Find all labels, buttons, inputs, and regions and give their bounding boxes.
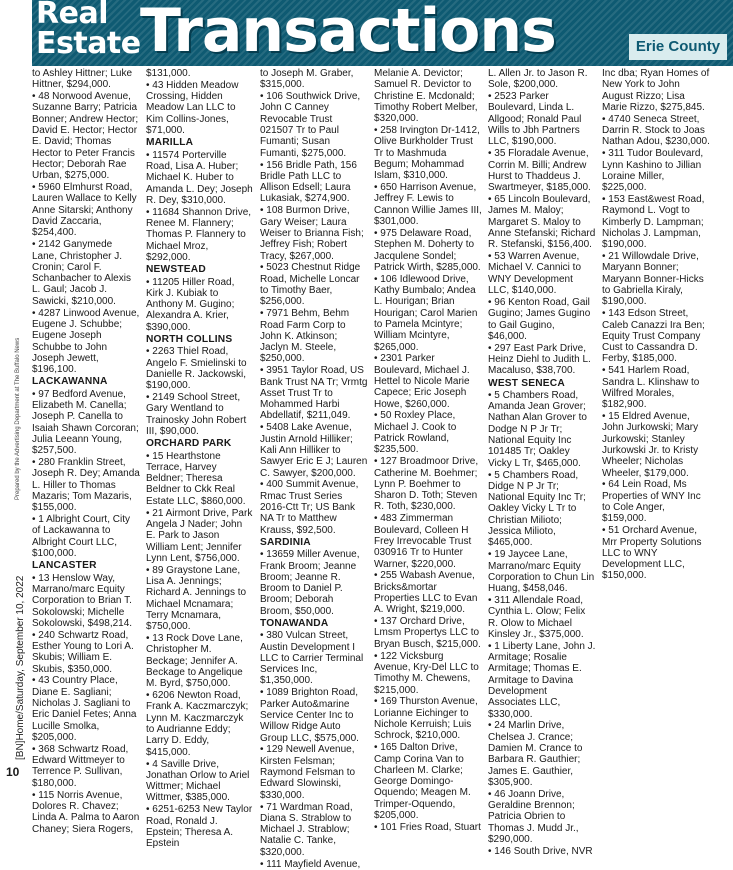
listing-entry: L. Allen Jr. to Jason R. Sole, $200,000. xyxy=(488,68,588,91)
listing-entry: Melanie A. Devictor; Samuel R. Devictor to Christine E. Mcdonald; Timothy Robert Melber, $320,000. xyxy=(374,68,478,125)
listing-entry: • 24 Marlin Drive, Chelsea J. Crance; Damien M. Crance to Barbara R. Gauthier; James E. Gauthier, $305,900. xyxy=(488,720,583,788)
listing-entry: • 64 Lein Road, Ms Properties of WNY Inc to Cole Anger, $159,000. xyxy=(602,479,701,525)
listing-entry: • 21 Airmont Drive, Park Angela J Nader; John E. Park to Jason William Lent; Jennifer Lynn Lent, $756,000. xyxy=(146,507,253,564)
listing-entry: • 2142 Ganymede Lane, Christopher J. Cronin; Carol F. Schanbacher to Alexis L. Gaul; Jacob J. Sawicki, $210,000. xyxy=(32,239,131,307)
listing-entry: • 5023 Chestnut Ridge Road, Michelle Loncar to Timothy Baer, $256,000. xyxy=(260,262,361,308)
listing-entry: • 21 Willowdale Drive, Maryann Bonner; Maryann Bonner-Hicks to Gabriella Kiraly, $190,000. xyxy=(602,251,704,308)
listing-entry: • 2523 Parker Boulevard, Linda L. Allgood; Ronald Paul Wills to Jbh Partners LLC, $190,000. xyxy=(488,91,582,148)
listing-entry: • 65 Lincoln Boulevard, James M. Maloy; Margaret S. Maloy to Anne Stefanski; Richard R. Stefanski, $156,400. xyxy=(488,194,596,251)
listing-entry: • 101 Fries Road, Stuart xyxy=(374,821,481,833)
listing-entry: • 5 Chambers Road, Amanda Jean Grover; Nathan Alan Grover to Dodge N P Jr Tr; National Equity Inc 101485 Tr; Oakley Vicky L Tr, $465,000. xyxy=(488,389,587,469)
listing-entry: • 368 Schwartz Road, Edward Wittmeyer to Terrence P. Sullivan, $180,000. xyxy=(32,743,129,789)
header-line-2: Estate xyxy=(36,26,141,61)
listing-entry: • 11684 Shannon Drive, Renee M. Flannery; Thomas P. Flannery to Michael Mroz, $292,000. xyxy=(146,206,252,263)
listing-entry: • 4740 Seneca Street, Darrin R. Stock to Joas Nathan Adou, $230,000. xyxy=(602,113,710,148)
column-4 xyxy=(374,68,482,833)
listing-entry: • 3951 Taylor Road, US Bank Trust NA Tr; Vrmtg Asset Trust Tr to Mohammed Harbi Abdellatif, $211,049. xyxy=(260,365,368,422)
listing-entry: • 50 Roxley Place, Michael J. Cook to Patrick Rowland, $235,500. xyxy=(374,410,457,456)
listing-entry: • 1 Albright Court, City of Lackawanna to Albright Court LLC, $100,000. xyxy=(32,514,130,560)
listing-entry: • 122 Vicksburg Avenue, Kry-Del LLC to Timothy M. Chewens, $215,000. xyxy=(374,650,479,696)
listing-entry: • 97 Bedford Avenue, Elizabeth M. Canella; Joseph P. Canella to Isaiah Shawn Corcoran; Julia Leeann Young, $257,500. xyxy=(32,388,139,457)
listing-entry: • 5408 Lake Avenue, Justin Arnold Hilliker; Kali Ann Hilliker to Sawyer Eric E J; Lauren C. Sawyer, $200,000. xyxy=(260,422,368,479)
listing-entry: • 106 Idlewood Drive, Kathy Bumbalo; Andea L. Hourigan; Brian Hourigan; Carol Marien to Pamela Mcintyre; William Mcintyre, $265,000. xyxy=(374,273,478,353)
listing-entry: • 13 Henslow Way, Marrano/marc Equity Corporation to Brian T. Sokolowski; Michelle Sokolowski, $498,214. xyxy=(32,572,133,629)
listing-entry: • 46 Joann Drive, Geraldine Brennon; Patricia Obrien to Thomas J. Mudd Jr., $290,000. xyxy=(488,788,579,846)
column-2 xyxy=(146,68,254,850)
listing-entry: to Joseph M. Graber, $315,000. xyxy=(260,68,354,91)
listing-entry: • 240 Schwartz Road, Esther Young to Lori A. Skubis; William E. Skubis, $350,000. xyxy=(32,629,134,675)
column-6 xyxy=(602,68,710,783)
page-margin xyxy=(0,0,30,783)
listing-entry: • 96 Kenton Road, Gail Gugino; James Gugino to Gail Gugino, $46,000. xyxy=(488,296,591,342)
town-heading: LACKAWANNA xyxy=(32,376,108,388)
listing-columns xyxy=(32,68,733,870)
town-heading: NORTH COLLINS xyxy=(146,334,233,346)
listing-entry: • 4 Saville Drive, Jonathan Orlow to Ariel Wittmer; Michael Wittmer, $385,000. xyxy=(146,758,250,804)
listing-entry: • 975 Delaware Road, Stephen M. Doherty to Jacqulene Sondel; Patrick Wirth, $285,000. xyxy=(374,227,481,273)
town-heading: WEST SENECA xyxy=(488,377,565,389)
listing-entry: • 11205 Hiller Road, Kirk J. Kubiak to Anthony M. Gugino; Alexandra A. Krier, $390,000. xyxy=(146,276,235,333)
listing-entry: • 127 Broadmoor Drive, Catherine M. Boehmer; Lynn P. Boehmer to Sharon D. Toth; Steven R. Toth, $230,000. xyxy=(374,456,479,513)
listing-entry: • 255 Wabash Avenue, Bricks&mortar Properties LLC to Evan A. Wright, $219,000. xyxy=(374,570,478,616)
listing-entry: • 400 Summit Avenue, Rmac Trust Series 2016-Ctt Tr; US Bank NA Tr to Matthew Krauss, $92,500. xyxy=(260,479,359,536)
listing-entry: • 311 Allendale Road, Cynthia L. Olow; Felix R. Olow to Michael Kinsley Jr., $375,000. xyxy=(488,595,586,640)
listing-entry: • 43 Country Place, Diane E. Sagliani; Nicholas J. Sagliani to Eric Daniel Fetes; Anna Lucille Smolka, $205,000. xyxy=(32,675,137,743)
listing-entry: • 43 Hidden Meadow Crossing, Hidden Meadow Lan LLC to Kim Collins-Jones, $71,000. xyxy=(146,79,239,137)
listing-entry: • 5960 Elmhurst Road, Lauren Wallace to Kelly Anne Sitarski; Anthony David Zaccaria, $254,400. xyxy=(32,182,137,239)
page-title: Transactions xyxy=(140,0,556,66)
listing-entry: • 13 Rock Dove Lane, Christopher M. Beckage; Jennifer A. Beckage to Angelique M. Byrd, $750,000. xyxy=(146,633,243,690)
listing-entry: • 51 Orchard Avenue, Mrr Property Solutions LLC to WNY Development LLC, $150,000. xyxy=(602,525,702,582)
dateline: [BN]Home/Saturday, September 10, 2022 xyxy=(15,575,26,760)
listing-entry: • 169 Thurston Avenue, Lorianne Eichinger to Nichole Kerruish; Luis Schrock, $210,000. xyxy=(374,696,478,742)
listing-entry: • 153 East&west Road, Raymond L. Vogt to Kimberly D. Lampman; Nicholas J. Lampman, $190,000. xyxy=(602,194,705,251)
town-heading: SARDINIA xyxy=(260,536,311,548)
listing-entry: • 143 Edson Street, Caleb Canazzi Ira Ben; Equity Trust Company Cust to Cassandra D. Ferby, $185,000. xyxy=(602,308,705,365)
listing-entry: • 2149 School Street, Gary Wentland to Trainosky John Robert III, $90,000. xyxy=(146,392,247,437)
listing-entry: • 2301 Parker Boulevard, Michael J. Hettel to Nicole Marie Capece; Eric Joseph Howe, $260,000. xyxy=(374,353,470,410)
listing-entry: • 48 Norwood Avenue, Suzanne Barry; Patricia Bonner; Andrew Hector; David E. Hector; Hector E. David; Thomas Hector to Peter Francis Hector; Deborah Rae Urban, $275,000. xyxy=(32,91,139,182)
listing-entry: • 15 Hearthstone Terrace, Harvey Beldner; Theresa Beldner to Ckk Real Estate LLC, $860,000. xyxy=(146,450,246,507)
listing-entry: • 650 Harrison Avenue, Jeffrey F. Lewis to Cannon Willie James III, $301,000. xyxy=(374,182,482,228)
listing-entry: • 1089 Brighton Road, Parker Auto&marine Service Center Inc to Willow Ridge Auto Group LLC, $575,000. xyxy=(260,687,359,744)
listing-entry: • 137 Orchard Drive, Lmsm Propertys LLC to Bryan Busch, $215,000. xyxy=(374,616,481,650)
listing-entry: • 165 Dalton Drive, Camp Corina Van to Charleen M. Clarke; George Domingo-Oquendo; Meagen M. Trimper-Oquendo, $205,000. xyxy=(374,742,471,822)
town-heading: LANCASTER xyxy=(32,560,97,572)
column-3 xyxy=(260,68,368,870)
listing-entry: • 311 Tudor Boulevard, Lynn Kashino to Jillian Loraine Miller, $225,000. xyxy=(602,148,704,194)
column-1 xyxy=(32,68,140,835)
listing-entry: • 5 Chambers Road, Didge N P Jr Tr; National Equity Inc Tr; Oakley Vicky L Tr to Christian Milioto; Jessica Milioto, $465,000. xyxy=(488,469,586,549)
listing-entry: • 380 Vulcan Street, Austin Development I LLC to Carrier Terminal Services Inc, $1,350,000. xyxy=(260,630,364,687)
column-5 xyxy=(488,68,596,857)
listing-entry: • 6206 Newton Road, Frank A. Kaczmarczyk; Lynn M. Kaczmarczyk to Audrianne Eddy; Larry D. Eddy, $415,000. xyxy=(146,690,249,758)
listing-entry: to Ashley Hittner; Luke Hittner, $294,000. xyxy=(32,68,133,91)
town-heading: ORCHARD PARK xyxy=(146,438,232,450)
listing-entry: • 115 Norris Avenue, Dolores R. Chavez; Linda A. Palma to Aaron Chaney; Siera Rogers, xyxy=(32,789,140,835)
listing-entry: • 280 Franklin Street, Joseph R. Dey; Amanda L. Hiller to Thomas Mazaris; Tom Mazaris, $155,000. xyxy=(32,457,140,514)
header-line-1: Real xyxy=(36,0,108,31)
page-number: 10 xyxy=(6,765,20,779)
listing-entry: • 15 Eldred Avenue, John Jurkowski; Mary Jurkowski; Stanley Jurkowski Jr. to Kristy Wheeler; Nicholas Wheeler, $179,000. xyxy=(602,411,699,479)
listing-entry: • 146 South Drive, NVR xyxy=(488,845,593,857)
listing-entry: • 111 Mayfield Avenue, xyxy=(260,858,361,870)
town-heading: TONAWANDA xyxy=(260,618,329,629)
listing-entry: • 89 Graystone Lane, Lisa A. Jennings; Richard A. Jennings to Michael Mcnamara; Terry Mcnamara, $750,000. xyxy=(146,564,247,633)
listing-entry: • 6251-6253 New Taylor Road, Ronald J. Epstein; Theresa A. Epstein xyxy=(146,804,253,850)
section-header xyxy=(32,0,733,66)
listing-entry: • 13659 Miller Avenue, Frank Broom; Jeanne Broom; Jeanne R. Broom to Daniel P. Broom; Deborah Broom, $50,000. xyxy=(260,549,360,617)
listing-entry: • 156 Bridle Path, 156 Bridle Path LLC to Allison Edsell; Laura Lukasiak, $274,900. xyxy=(260,159,357,205)
county-badge: Erie County xyxy=(629,34,727,60)
listing-entry: • 108 Burmon Drive, Gary Weiser; Laura Weiser to Brianna Fish; Jeffrey Fish; Robert Tracy, $267,000. xyxy=(260,205,364,262)
credit-line: Prepared by the Advertising Department at The Buffalo News xyxy=(15,337,21,500)
listing-entry: • 35 Floradale Avenue, Corrin M. Billi; Andrew Hurst to Thaddeus J. Swartmeyer, $185,000. xyxy=(488,148,591,194)
listing-entry: • 4287 Linwood Avenue, Eugene J. Schubbe; Eugene Joseph Schubbe to John Joseph Jewett, $196,100. xyxy=(32,307,140,376)
listing-entry: • 53 Warren Avenue, Michael V. Cannici to WNY Development LLC, $140,000. xyxy=(488,251,582,297)
listing-entry: $131,000. xyxy=(146,68,191,79)
listing-entry: • 541 Harlem Road, Sandra L. Klinshaw to Wilfred Morales, $182,900. xyxy=(602,365,700,411)
listing-entry: • 297 East Park Drive, Heinz Diehl to Judith L. Macaluso, $38,700. xyxy=(488,342,591,377)
listing-entry: • 106 Southwick Drive, John C Canney Revocable Trust 021507 Tr to Paul Fumanti; Susan Fumanti, $275,000. xyxy=(260,91,361,159)
town-heading: NEWSTEAD xyxy=(146,264,206,276)
listing-entry: • 129 Newell Avenue, Kirsten Felsman; Raymond Felsman to Edward Slowinski, $330,000. xyxy=(260,744,356,801)
listing-entry: • 258 Irvington Dr-1412, Olive Burkholder Trust Tr to Mashmuda Begum; Mohammad Islam, $310,000. xyxy=(374,125,480,182)
listing-entry: • 19 Jaycee Lane, Marrano/marc Equity Corporation to Chun Lin Huang, $458,046. xyxy=(488,549,595,595)
listing-entry: • 7971 Behm, Behm Road Farm Corp to John K. Atkinson; Jaclyn M. Steele, $250,000. xyxy=(260,308,350,365)
listing-entry: • 2263 Thiel Road, Angelo F. Smielinski to Danielle R. Jackowski, $190,000. xyxy=(146,346,247,392)
listing-entry: Inc dba; Ryan Homes of New York to John August Rizzo; Lisa Marie Rizzo, $275,845. xyxy=(602,68,710,113)
listing-entry: • 11574 Porterville Road, Lisa A. Huber; Michael K. Huber to Amanda L. Dey; Joseph R. Dey, $310,000. xyxy=(146,149,253,206)
listing-entry: • 1 Liberty Lane, John J. Armitage; Rosalie Armitage; Thomas E. Armitage to Davina Development Associates LLC, $330,000. xyxy=(488,640,596,720)
listing-entry: • 483 Zimmerman Boulevard, Colleen H Frey Irrevocable Trust 030916 Tr to Hunter Warner, $220,000. xyxy=(374,513,472,570)
listing-entry: • 71 Wardman Road, Diana S. Strablow to Michael J. Strablow; Natalie C. Tanke, $320,000. xyxy=(260,801,353,858)
town-heading: MARILLA xyxy=(146,137,194,149)
